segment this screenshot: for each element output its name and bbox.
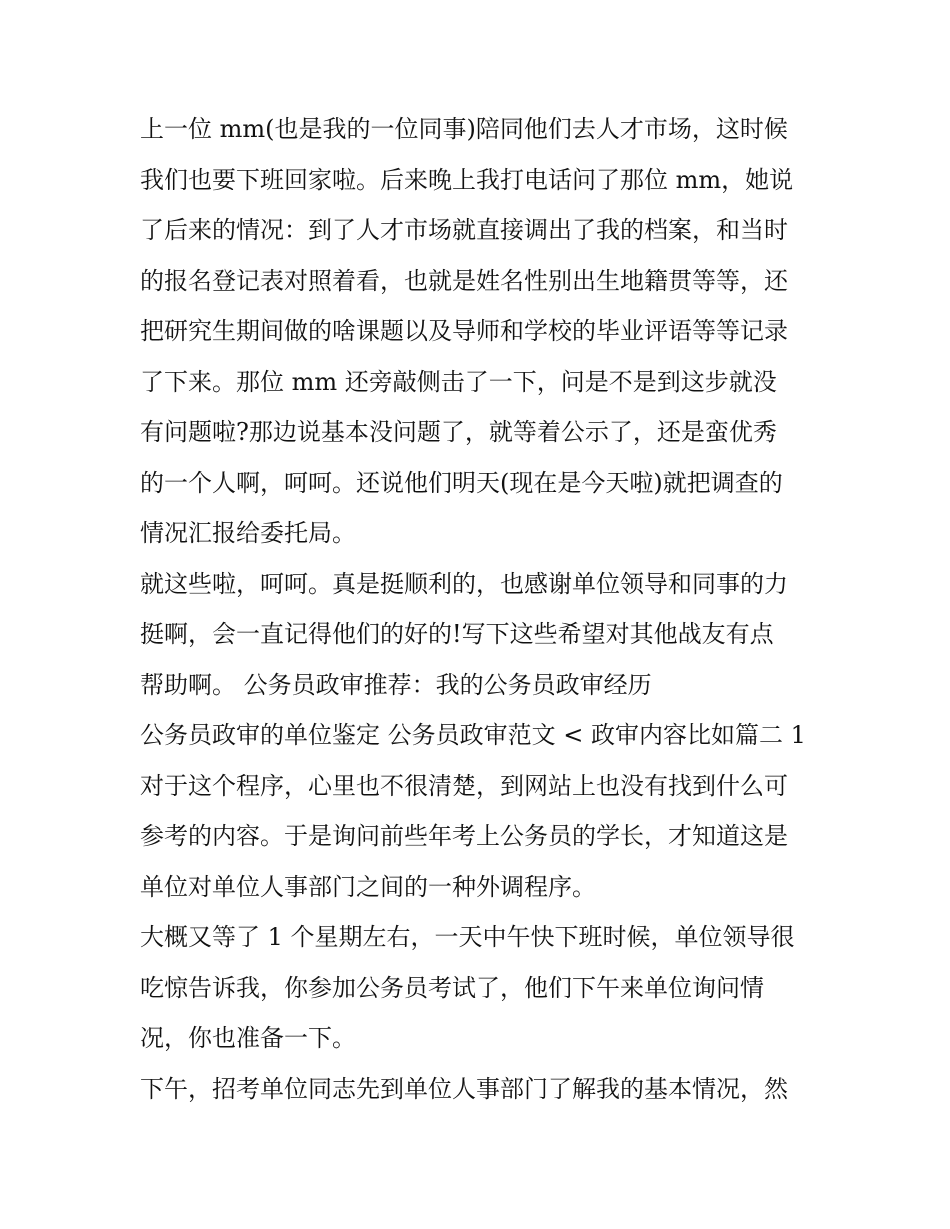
text-line: 我们也要下班回家啦。后来晚上我打电话问了那位 mm，她说 <box>140 165 794 194</box>
text-line: 单位对单位人事部门之间的一种外调程序。 <box>140 872 596 901</box>
text-line: 情况汇报给委托局。 <box>140 519 356 547</box>
text-line: 就这些啦，呵呵。真是挺顺利的，也感谢单位领导和同事的力 <box>140 569 788 598</box>
text-line: 参考的内容。于是询问前些年考上公务员的学长，才知道这是 <box>140 822 788 850</box>
text-line: 挺啊，会一直记得他们的好的!写下这些希望对其他战友有点 <box>140 620 774 648</box>
text-line: 下午，招考单位同志先到单位人事部门了解我的基本情况，然 <box>140 1074 788 1103</box>
text-line: 上一位 mm(也是我的一位同事)陪同他们去人才市场，这时候 <box>140 115 788 143</box>
text-line: 了下来。那位 mm 还旁敲侧击了一下，问是不是到这步就没 <box>140 367 777 396</box>
text-line: 吃惊告诉我，你参加公务员考试了，他们下午来单位询问情 <box>140 973 764 1002</box>
text-line: 有问题啦?那边说基本没问题了，就等着公示了，还是蛮优秀 <box>140 418 777 446</box>
text-line: 大概又等了 1 个星期左右，一天中午快下班时候，单位领导很 <box>140 923 795 951</box>
text-line: 对于这个程序，心里也不很清楚，到网站上也没有找到什么可 <box>140 771 788 800</box>
text-line: 的一个人啊，呵呵。还说他们明天(现在是今天啦)就把调查的 <box>140 468 783 497</box>
text-line: 了后来的情况：到了人才市场就直接调出了我的档案，和当时 <box>140 216 788 244</box>
text-line: 帮助啊。 公务员政审推荐：我的公务员政审经历 <box>140 670 652 699</box>
text-line: 公务员政审的单位鉴定 公务员政审范文 < 政审内容比如篇二 1 <box>140 721 806 749</box>
text-line: 把研究生期间做的啥课题以及导师和学校的毕业评语等等记录 <box>140 317 788 345</box>
text-line: 况，你也准备一下。 <box>140 1024 356 1052</box>
document-body <box>140 104 840 1114</box>
text-line: 的报名登记表对照着看，也就是姓名性别出生地籍贯等等，还 <box>140 266 788 295</box>
